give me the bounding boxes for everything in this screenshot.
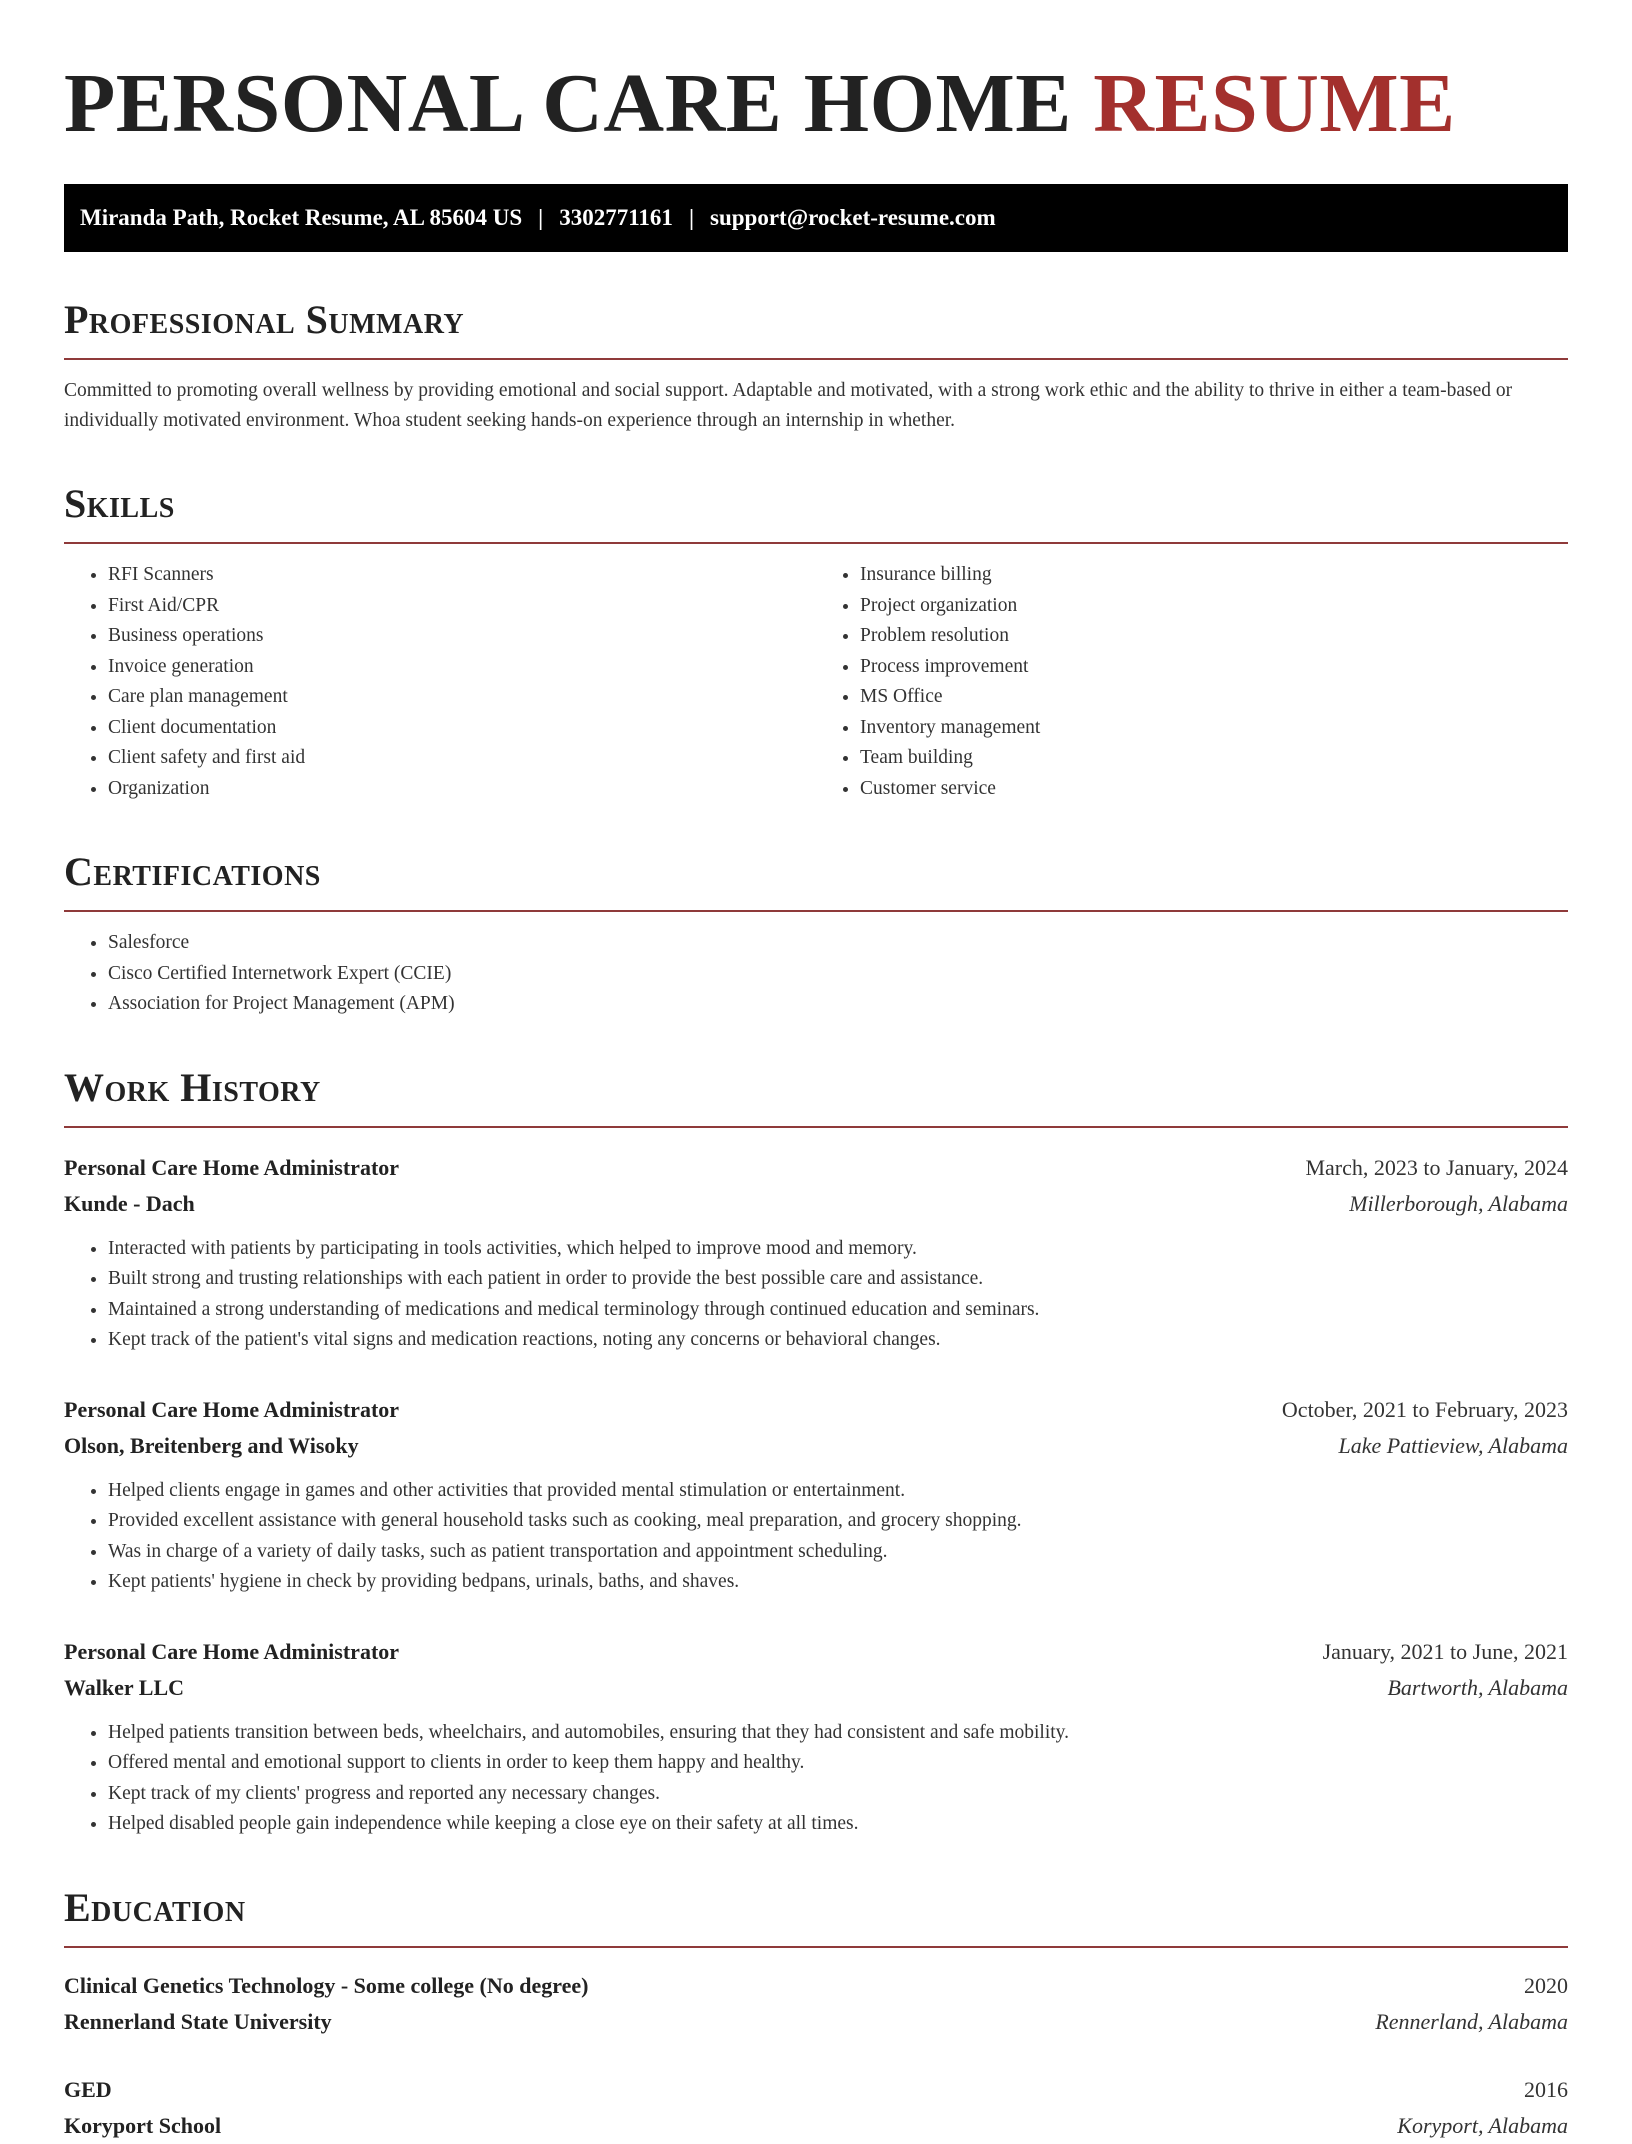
education-entry [64, 2072, 1568, 2144]
skills-list-left [64, 560, 816, 804]
summary-section [64, 296, 1568, 436]
job-header-row [64, 1150, 1568, 1186]
certifications-section [64, 848, 1568, 1020]
job-company-row [64, 1428, 1568, 1464]
job-header-row [64, 1392, 1568, 1428]
job-duty: • Maintained a strong understanding of medications and medical terminology through continued education and seminars. [108, 1295, 1568, 1326]
work-history-section [64, 1064, 1568, 1840]
job-title: Personal Care Home Administrator [64, 1396, 400, 1422]
education-header-row [64, 1968, 1568, 2004]
certifications-list [64, 928, 1568, 1020]
skill-item: • Customer service [860, 774, 1568, 805]
section-divider [64, 1126, 1568, 1128]
skill-item: • Process improvement [860, 652, 1568, 683]
job-location: Lake Pattieview, Alabama [1338, 1432, 1568, 1458]
title-accent: RESUME [1093, 57, 1456, 150]
education-location: Koryport, Alabama [1397, 2112, 1568, 2138]
contact-separator: | [538, 205, 544, 230]
certification-item: • Salesforce [108, 928, 1568, 959]
section-title-certifications: Certifications [64, 849, 321, 894]
certification-item: • Association for Project Management (APM) [108, 989, 1568, 1020]
education-school-row [64, 2004, 1568, 2040]
job-duty: • Offered mental and emotional support to clients in order to keep them happy and healthy. [108, 1748, 1568, 1779]
section-title-work-history: Work History [64, 1064, 321, 1110]
education-school: Rennerland State University [64, 2008, 332, 2034]
skill-item: • Care plan management [108, 682, 816, 713]
skill-item: • Business operations [108, 621, 816, 652]
section-title-summary: Professional Summary [64, 297, 465, 342]
summary-text: Committed to promoting overall wellness by providing emotional and social support. Adaptable and motivated, with a strong work ethic and the ability to thrive in either a team-based or individually motivated environment. Whoa student seeking hands-on experience through an internship in whether. [64, 380, 1513, 431]
skill-item: • Inventory management [860, 713, 1568, 744]
skill-item: • Client documentation [108, 713, 816, 744]
section-title-education: Education [64, 1884, 246, 1930]
job-company-row [64, 1670, 1568, 1706]
job-duty: • Kept track of my clients' progress and reported any necessary changes. [108, 1779, 1568, 1810]
job-company-row [64, 1186, 1568, 1222]
job-entry [64, 1392, 1568, 1598]
section-divider [64, 1946, 1568, 1948]
job-entry [64, 1634, 1568, 1840]
skill-item: • Client safety and first aid [108, 743, 816, 774]
education-school-row [64, 2108, 1568, 2144]
contact-phone: 3302771161 [559, 205, 673, 230]
job-entry [64, 1150, 1568, 1356]
job-duty: • Kept track of the patient's vital signs and medication reactions, noting any concerns or behavioral changes. [108, 1325, 1568, 1356]
skill-item: • Problem resolution [860, 621, 1568, 652]
skill-item: • Team building [860, 743, 1568, 774]
skill-item: • Insurance billing [860, 560, 1568, 591]
skill-item: • RFI Scanners [108, 560, 816, 591]
education-year: 2020 [1524, 1972, 1568, 1998]
job-duty: • Helped patients transition between beds, wheelchairs, and automobiles, ensuring that they had consistent and safe mobility. [108, 1718, 1568, 1749]
job-duties-list [64, 1718, 1568, 1840]
section-divider [64, 910, 1568, 912]
education-degree: GED [64, 2076, 112, 2102]
skill-item: • MS Office [860, 682, 1568, 713]
job-duty: • Helped clients engage in games and other activities that provided mental stimulation or entertainment. [108, 1476, 1568, 1507]
skill-item: • Organization [108, 774, 816, 805]
job-dates: January, 2021 to June, 2021 [1322, 1638, 1568, 1664]
education-degree: Clinical Genetics Technology - Some college (No degree) [64, 1972, 589, 1998]
education-year: 2016 [1524, 2076, 1568, 2102]
job-dates: October, 2021 to February, 2023 [1281, 1396, 1568, 1422]
job-location: Bartworth, Alabama [1387, 1674, 1568, 1700]
certification-item: • Cisco Certified Internetwork Expert (CCIE) [108, 959, 1568, 990]
skills-grid [64, 560, 1568, 804]
education-entry [64, 1968, 1568, 2040]
job-duty: • Built strong and trusting relationships with each patient in order to provide the best possible care and assistance. [108, 1264, 1568, 1295]
job-duty: • Provided excellent assistance with general household tasks such as cooking, meal preparation, and grocery shopping. [108, 1506, 1568, 1537]
job-duty: • Kept patients' hygiene in check by providing bedpans, urinals, baths, and shaves. [108, 1567, 1568, 1598]
job-duties-list [64, 1234, 1568, 1356]
job-duty: • Helped disabled people gain independence while keeping a close eye on their safety at all times. [108, 1809, 1568, 1840]
skills-section [64, 480, 1568, 804]
education-section [64, 1884, 1568, 2144]
skill-item: • Invoice generation [108, 652, 816, 683]
contact-bar [64, 184, 1568, 252]
education-location: Rennerland, Alabama [1375, 2008, 1568, 2034]
job-duties-list [64, 1476, 1568, 1598]
job-header-row [64, 1634, 1568, 1670]
section-divider [64, 542, 1568, 544]
job-duty: • Interacted with patients by participating in tools activities, which helped to improve mood and memory. [108, 1234, 1568, 1265]
job-dates: March, 2023 to January, 2024 [1305, 1154, 1568, 1180]
job-title: Personal Care Home Administrator [64, 1154, 400, 1180]
contact-email[interactable]: support@rocket-resume.com [710, 205, 996, 230]
education-header-row [64, 2072, 1568, 2108]
section-divider [64, 358, 1568, 360]
contact-address: Miranda Path, Rocket Resume, AL 85604 US [80, 205, 523, 230]
contact-separator: | [688, 205, 695, 230]
title-main: PERSONAL CARE HOME [64, 57, 1072, 150]
job-title: Personal Care Home Administrator [64, 1638, 400, 1664]
job-duty: • Was in charge of a variety of daily tasks, such as patient transportation and appointment scheduling. [108, 1537, 1568, 1568]
skill-item: • Project organization [860, 591, 1568, 622]
education-school: Koryport School [64, 2112, 222, 2138]
resume-title [64, 54, 1568, 154]
job-company: Kunde - Dach [64, 1190, 195, 1216]
skill-item: • First Aid/CPR [108, 591, 816, 622]
job-company: Olson, Breitenberg and Wisoky [64, 1432, 359, 1458]
section-title-skills: Skills [64, 481, 175, 526]
skills-list-right [816, 560, 1568, 804]
job-location: Millerborough, Alabama [1349, 1190, 1568, 1216]
job-company: Walker LLC [64, 1674, 185, 1700]
